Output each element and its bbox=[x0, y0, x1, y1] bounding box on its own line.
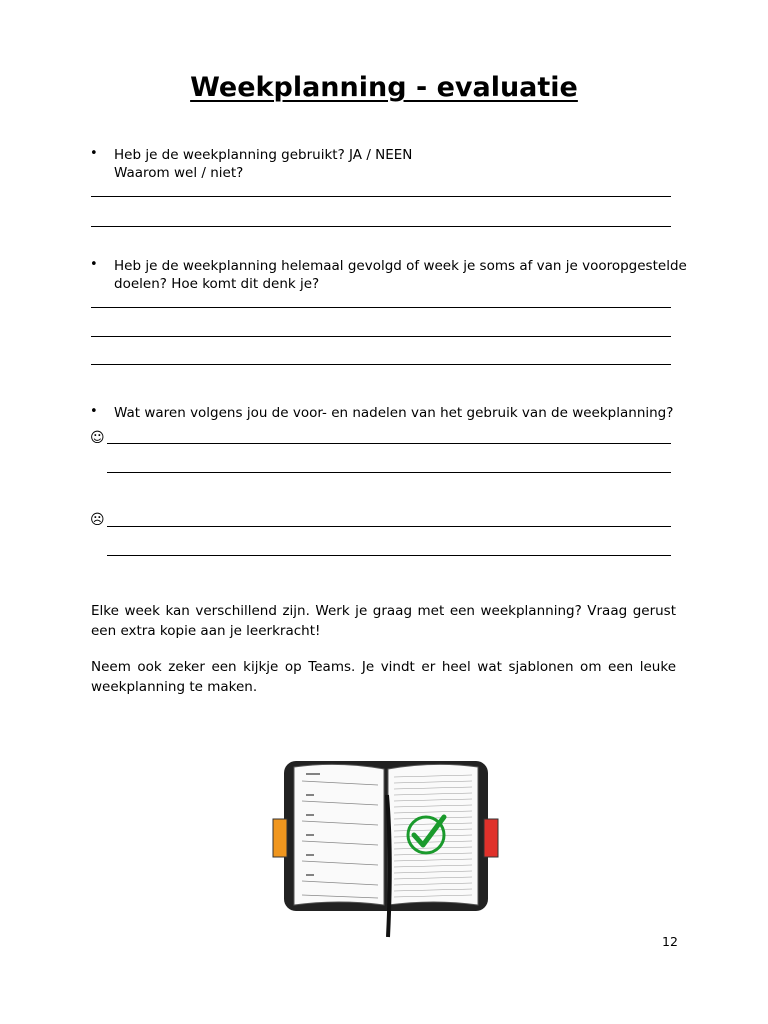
bullet-icon: • bbox=[90, 404, 98, 419]
answer-line-advantages[interactable] bbox=[107, 472, 671, 473]
answer-line-disadvantages[interactable] bbox=[107, 526, 671, 527]
question-1-line-1: Heb je de weekplanning gebruikt? JA / NEEN bbox=[114, 147, 413, 163]
bullet-icon: • bbox=[90, 257, 98, 272]
question-2-line-2: doelen? Hoe komt dit denk je? bbox=[114, 276, 320, 292]
planner-book-checkmark-icon bbox=[268, 755, 504, 941]
question-1-line-2: Waarom wel / niet? bbox=[114, 165, 244, 181]
bullet-icon: • bbox=[90, 146, 98, 161]
smiley-happy-icon: ☺ bbox=[90, 430, 105, 446]
answer-line[interactable] bbox=[91, 226, 671, 227]
question-3-line-1: Wat waren volgens jou de voor- en nadelen van het gebruik van de weekplanning? bbox=[114, 405, 674, 421]
paragraph-teams-templates: Neem ook zeker een kijkje op Teams. Je vindt er heel wat sjablonen om een leuke weekplanning te maken. bbox=[91, 659, 676, 695]
paragraph-copy-request: Elke week kan verschillend zijn. Werk je graag met een weekplanning? Vraag gerust een extra kopie aan je leerkracht! bbox=[91, 603, 676, 639]
question-2-line-1: Heb je de weekplanning helemaal gevolgd of week je soms af van je vooropgestelde bbox=[114, 258, 687, 274]
answer-line-disadvantages[interactable] bbox=[107, 555, 671, 556]
answer-line[interactable] bbox=[91, 307, 671, 308]
smiley-sad-icon: ☹ bbox=[90, 512, 105, 528]
answer-line-advantages[interactable] bbox=[107, 443, 671, 444]
answer-line[interactable] bbox=[91, 364, 671, 365]
page-title: Weekplanning - evaluatie bbox=[190, 72, 578, 103]
page-number: 12 bbox=[662, 934, 678, 949]
answer-line[interactable] bbox=[91, 196, 671, 197]
answer-line[interactable] bbox=[91, 336, 671, 337]
